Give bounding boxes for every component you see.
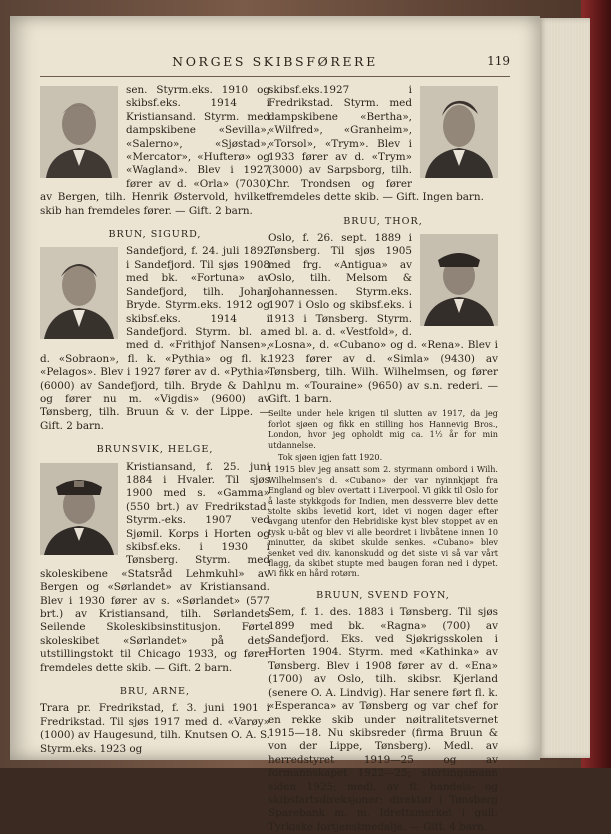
entry-note: I 1915 blev jeg ansatt som 2. styrmann ombord i Wilh. Wilhelmsen's d. «Cubano» der var nyinnkjøpt fra England og blev overtatt i Liverpool. Vi gikk til Oslo for å laste stykkgods for Indien, men dessverre blev dette stolte skibs levetid kort, idet vi nogen dager efter avgang utenfor den Hebridiske kyst blev stoppet av en tysk u-båt og blev vi alle beordret i livbåtene innen 10 minutter, da skibet skulde senkes. «Cubano» blev senket ved div. kanonskudd og det siste vi så var vårt flagg, da skibet stupte med baugen foran ned i dypet. Vi fikk en hård rotørn.: [268, 464, 498, 579]
entry-text: skibsf.eks.1927 i Fredrikstad. Styrm. med dampskibene «Bertha», «Wilfred», «Granheim», «Torsol», «Trym». Blev i 1933 fører av d. «Trym» (3000) av Sarpsborg, tilh. Chr. Trondsen og fører fremdeles dette skib. — Gift. Ingen barn.: [268, 84, 484, 204]
right-column: [268, 84, 498, 834]
entry-continued-right: [268, 84, 498, 205]
portrait-photo: [420, 86, 498, 178]
header-rule: [40, 76, 510, 77]
entry-bruu-thor: [268, 232, 498, 406]
entry-text: Oslo, f. 26. sept. 1889 i Tønsberg. Til sjøs 1905 med frg. «Antigua» av Oslo, tilh. Melsom & Johannessen. Styrm.eks. 1907 i Oslo og skibsf.eks. i 1913 i Tønsberg. Styrm. med bl. a. d. «Vestfold», d. «Losna», d. «Cubano» og d. «Rena». Blev i 1923 fører av d. «Simla» (9430) av Tønsberg, tilh. Wilh. Wilhelmsen, og fører nu m. «Touraine» (9650) av s.n. rederi. — Gift. 1 barn.: [268, 232, 498, 405]
left-column: [40, 84, 270, 756]
page-stack-edge: [538, 18, 590, 758]
entry-name: BRU, ARNE,: [119, 686, 191, 698]
entry-text: Kristiansand, f. 25. juni 1884 i Hvaler. Til sjøs 1900 med s. «Gamma» (550 brt.) av Fredrikstad. Styrm.-eks. 1907 ved Sjømil. Korps i Horten og skibsf.eks. i 1930 i Tønsberg. Styrm. med skoleskibene «Statsråd Lehmkuhl» av Bergen og «Sørlandet» av Kristiansand. Blev i 1930 fører av s. «Sørlandet» (577 brt.) av Kristiansand, tilh. Sørlandets Seilende Skoleskibsinstitusjon. Førte skoleskibet «Sørlandet» på dets utstillingstokt til Chicago 1933, og fører fremdeles dette skib. — Gift. 2 barn.: [40, 460, 270, 674]
entry-note: Tok sjøen igjen fatt 1920.: [278, 451, 383, 462]
entry-continued: [40, 84, 270, 218]
entry-name: BRUNSVIK, HELGE,: [96, 444, 214, 456]
entry-note: Seilte under hele krigen til slutten av 1917, da jeg forlot sjøen og fikk en stilling hos Hannevig Bros., London, hvor jeg opholdt mig ca. 1½ år for min utdannelse.: [268, 408, 498, 450]
entry-text: Trara pr. Fredrikstad, f. 3. juni 1901 i Fredrikstad. Til sjøs 1917 med d. «Varøy» (1000) av Haugesund, tilh. Knutsen O. A. S. Styrm.eks. 1923 og: [40, 702, 270, 755]
entry-text: Sandefjord, f. 24. juli 1892 i Sandefjord. Til sjøs 1908 med bk. «Fortuna» av Sandefjord, tilh. Johan Bryde. Styrm.eks. 1912 og skibsf.eks. 1914 i Sandefjord. Styrm. bl. a. med d. «Frithjof Nansen», d. «Sobraon», fl. k. «Pythia» og fl. k. «Pelagos». Blev i 1927 fører av d. «Pythia» (6000) av Sandefjord, tilh. Bryde & Dahl, og fører nu m. «Vigdis» (9600) av Tønsberg, tilh. Bruun & v. der Lippe. — Gift. 2 barn.: [40, 245, 270, 432]
book-page: [10, 16, 540, 833]
page-number: 119: [487, 54, 510, 68]
entry-name: BRUU, THOR,: [343, 215, 423, 227]
entry-text: sen. Styrm.eks. 1910 og skibsf.eks. 1914 i Kristiansand. Styrm. med dampskibene «Sevilla», «Salerno», «Sjøstad», «Mercator», «Hufterø» og «Wagland». Blev i 1927 fører av d. «Orla» (7030) av Bergen, tilh. Henrik Østervold, hvilket skib han fremdeles fører. — Gift. 2 barn.: [40, 84, 270, 217]
portrait-photo: [40, 86, 118, 178]
entry-text: Sem, f. 1. des. 1883 i Tønsberg. Til sjøs 1899 med bk. «Ragna» (700) av Sandefjord. Eks. ved Sjøkrigsskolen i Horten 1904. Styrm. med «Kathinka» av Tønsberg. Blev i 1908 fører av d. «Ena» (1700) av Oslo, tilh. skibsr. Kjerland (senere O. A. Lindvig). Har senere ført fl. k. «Esperanca» av Tønsberg og var chef for en rekke skib under nøitralitetsvernet 1915—18. Nu skibsreder (firma Bruun & von der Lippe, Tønsberg). Medl. av herredstyret 1919—25 og av formannskapet 1922—25; stortingsmann siden 1925; medl. av fl. handels- og skibsfartsdireksjoner; direktør i Tønsberg Sparebank m. m. Idrettsmerket i gull; Tyrkiske fortjenstmedalje. — Gift. 4 barn.: [268, 606, 498, 833]
portrait-photo: [420, 234, 498, 326]
portrait-photo: [40, 463, 118, 555]
entry-brun-sigurd: [40, 245, 270, 433]
entry-name: BRUN, SIGURD,: [108, 229, 202, 241]
entry-brunsvik-helge: [40, 461, 270, 676]
running-head: NORGES SKIBSFØRERE: [172, 54, 378, 69]
entry-name: BRUUN, SVEND FOYN,: [316, 589, 450, 601]
page-header: [40, 54, 510, 74]
portrait-photo: [40, 247, 118, 339]
